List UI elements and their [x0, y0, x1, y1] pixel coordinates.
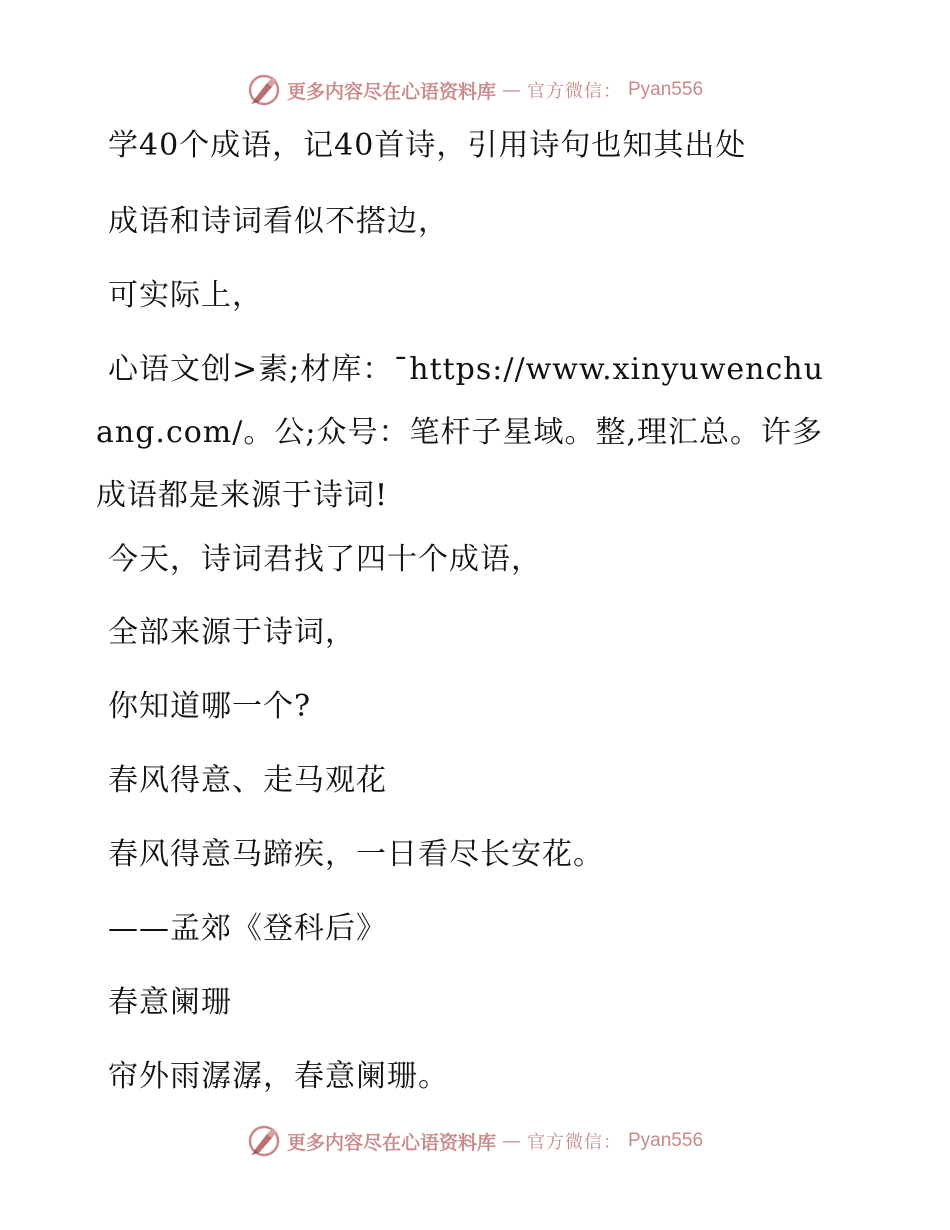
watermark-id: Pyan556 — [628, 1130, 704, 1151]
source-paragraph: 心语文创>素;材库：¯https://www.xinyuwenchuang.com/。公;众号：笔杆子星域。整,理汇总。许多成语都是来源于诗词! — [96, 352, 824, 513]
footer-watermark — [0, 1121, 950, 1161]
text-line: 今天，诗词君找了四十个成语， — [108, 542, 542, 577]
watermark-dash: — — [502, 79, 521, 101]
watermark-text: 更多内容尽在心语资料库 — [286, 80, 496, 103]
idiom-heading: 春风得意、走马观花 — [108, 763, 387, 798]
watermark-dash: — — [502, 1130, 521, 1152]
pen-logo-icon — [247, 1124, 281, 1158]
watermark-id: Pyan556 — [628, 79, 704, 100]
poem-attribution: ——孟郊《登科后》 — [108, 911, 387, 946]
text-line: 全部来源于诗词， — [108, 615, 356, 650]
watermark-text: 更多内容尽在心语资料库 — [286, 1131, 496, 1154]
text-line: 成语和诗词看似不搭边， — [108, 204, 449, 239]
title-line: 学40个成语，记40首诗，引用诗句也知其出处 — [108, 128, 747, 163]
poem-line: 春风得意马蹄疾，一日看尽长安花。 — [108, 837, 604, 872]
poem-line: 帘外雨潺潺，春意阑珊。 — [108, 1059, 449, 1094]
watermark-label: 官方微信： — [527, 1132, 622, 1153]
text-line: 可实际上， — [108, 278, 263, 313]
watermark-label: 官方微信： — [527, 81, 622, 102]
idiom-heading: 春意阑珊 — [108, 985, 232, 1020]
text-line: 你知道哪一个? — [108, 689, 312, 724]
